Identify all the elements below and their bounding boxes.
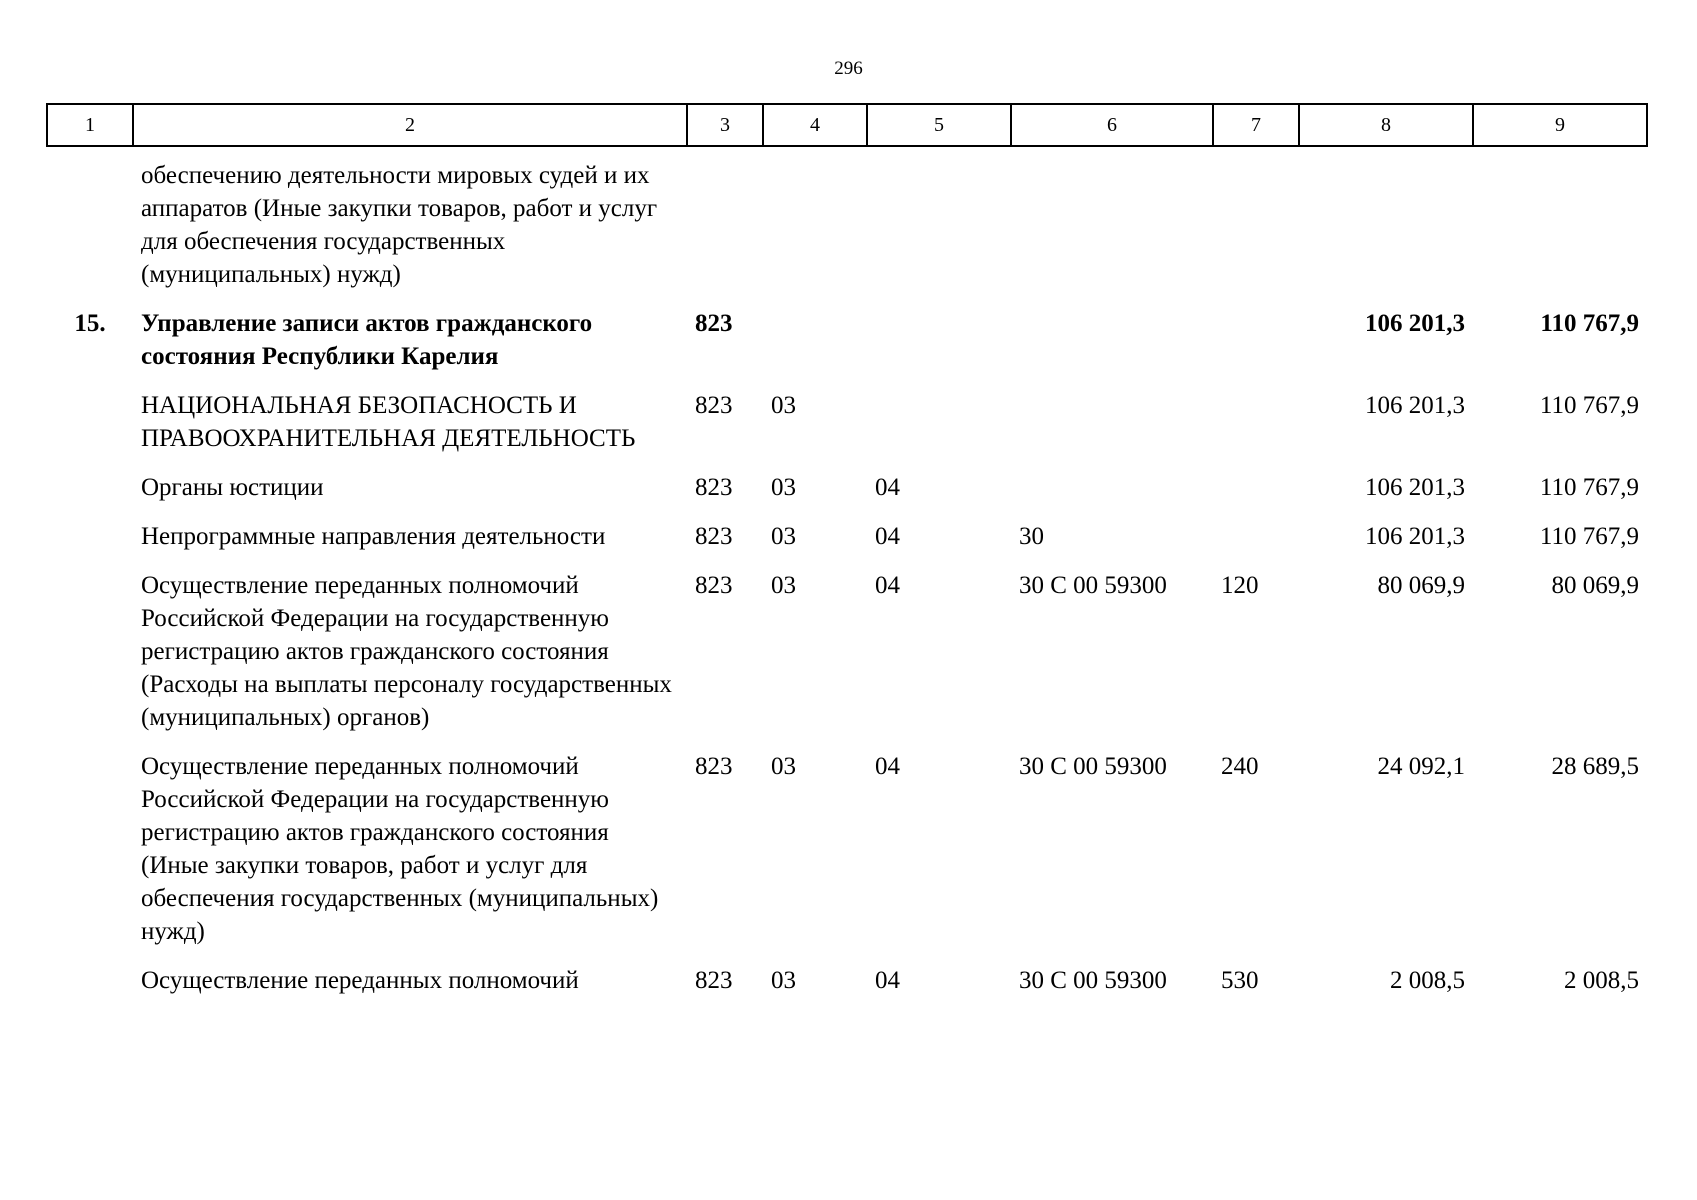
table-row <box>47 520 1647 569</box>
header-col-4: 4 <box>763 104 867 146</box>
row-number <box>47 389 133 471</box>
header-col-3: 3 <box>687 104 763 146</box>
header-col-5: 5 <box>867 104 1011 146</box>
header-row <box>47 104 1647 146</box>
row-col-8 <box>1299 146 1473 307</box>
row-col-4: 03 <box>771 967 796 994</box>
table-row <box>47 964 1647 1013</box>
row-name: НАЦИОНАЛЬНАЯ БЕЗОПАСНОСТЬ И ПРАВООХРАНИТЕЛЬНАЯ ДЕЯТЕЛЬНОСТЬ <box>141 392 636 452</box>
row-col-7: 120 <box>1221 572 1259 599</box>
row-name: Осуществление переданных полномочий <box>141 967 579 994</box>
table-row <box>47 389 1647 471</box>
row-number <box>47 146 133 307</box>
table-row <box>47 750 1647 964</box>
row-col-5: 04 <box>875 474 900 501</box>
row-col-6: 30 С 00 59300 <box>1019 967 1167 994</box>
row-number <box>47 520 133 569</box>
row-number <box>47 750 133 964</box>
row-col-8: 80 069,9 <box>1377 572 1465 599</box>
row-col-4: 03 <box>771 392 796 419</box>
row-col-8: 106 201,3 <box>1365 474 1465 501</box>
row-col-7 <box>1213 389 1299 471</box>
row-col-5: 04 <box>875 523 900 550</box>
row-col-5: 04 <box>875 967 900 994</box>
row-col-5: 04 <box>875 753 900 780</box>
row-col-3: 823 <box>695 572 733 599</box>
row-col-9: 110 767,9 <box>1540 310 1639 337</box>
row-col-9: 28 689,5 <box>1551 753 1639 780</box>
row-col-6: 30 <box>1019 523 1044 550</box>
row-col-7 <box>1213 520 1299 569</box>
row-col-4: 03 <box>771 474 796 501</box>
header-col-1: 1 <box>47 104 133 146</box>
table-row <box>47 146 1647 307</box>
row-col-4: 03 <box>771 523 796 550</box>
row-col-8: 106 201,3 <box>1365 392 1465 419</box>
row-col-9: 110 767,9 <box>1539 392 1639 419</box>
row-col-7: 240 <box>1221 753 1259 780</box>
row-number <box>47 569 133 750</box>
row-col-7 <box>1213 307 1299 389</box>
row-col-9: 110 767,9 <box>1539 523 1639 550</box>
header-col-8: 8 <box>1299 104 1473 146</box>
row-col-6 <box>1011 307 1213 389</box>
header-col-6: 6 <box>1011 104 1213 146</box>
row-name: Органы юстиции <box>141 474 324 501</box>
row-col-9: 110 767,9 <box>1539 474 1639 501</box>
header-col-9: 9 <box>1473 104 1647 146</box>
row-col-6: 30 С 00 59300 <box>1019 753 1167 780</box>
row-number: 15. <box>74 310 106 337</box>
row-col-7 <box>1213 146 1299 307</box>
row-name: Непрограммные направления деятельности <box>141 523 606 550</box>
row-col-7: 530 <box>1221 967 1259 994</box>
row-number <box>47 471 133 520</box>
row-col-8: 24 092,1 <box>1377 753 1465 780</box>
row-name: Осуществление переданных полномочий Российской Федерации на государственную регистрацию актов гражданского состояния (Расходы на выплаты персоналу государственных (муниципальных) органов) <box>141 572 672 731</box>
row-number <box>47 964 133 1013</box>
header-col-2: 2 <box>133 104 687 146</box>
row-col-8: 106 201,3 <box>1365 523 1465 550</box>
page-number: 296 <box>834 58 863 79</box>
row-col-9: 2 008,5 <box>1564 967 1639 994</box>
row-col-3: 823 <box>695 523 733 550</box>
row-col-5: 04 <box>875 572 900 599</box>
table-row <box>47 471 1647 520</box>
row-col-6 <box>1011 146 1213 307</box>
row-col-4: 03 <box>771 753 796 780</box>
row-col-4: 03 <box>771 572 796 599</box>
row-col-8: 106 201,3 <box>1365 310 1465 337</box>
row-col-4 <box>763 146 867 307</box>
row-col-4 <box>763 307 867 389</box>
row-col-9: 80 069,9 <box>1551 572 1639 599</box>
table-row <box>47 569 1647 750</box>
row-col-3: 823 <box>695 392 733 419</box>
row-col-3 <box>687 146 763 307</box>
row-col-5 <box>867 146 1011 307</box>
table-row <box>47 307 1647 389</box>
table-body <box>47 146 1647 1013</box>
row-col-9 <box>1473 146 1647 307</box>
table-header <box>47 104 1647 146</box>
budget-table <box>46 103 1648 1013</box>
row-col-3: 823 <box>695 310 733 337</box>
header-col-7: 7 <box>1213 104 1299 146</box>
row-col-8: 2 008,5 <box>1390 967 1465 994</box>
row-col-6: 30 С 00 59300 <box>1019 572 1167 599</box>
row-col-6 <box>1011 389 1213 471</box>
row-col-3: 823 <box>695 967 733 994</box>
row-col-3: 823 <box>695 753 733 780</box>
row-col-7 <box>1213 471 1299 520</box>
row-col-3: 823 <box>695 474 733 501</box>
row-col-5 <box>867 389 1011 471</box>
row-name: Управление записи актов гражданского состояния Республики Карелия <box>141 310 593 370</box>
row-col-6 <box>1011 471 1213 520</box>
row-name: обеспечению деятельности мировых судей и их аппаратов (Иные закупки товаров, работ и услуг для обеспечения государственных (муниципальных) нужд) <box>141 162 658 288</box>
row-col-5 <box>867 307 1011 389</box>
row-name: Осуществление переданных полномочий Российской Федерации на государственную регистрацию актов гражданского состояния (Иные закупки товаров, работ и услуг для обеспечения государственных (муниципальных) нужд) <box>141 753 659 945</box>
